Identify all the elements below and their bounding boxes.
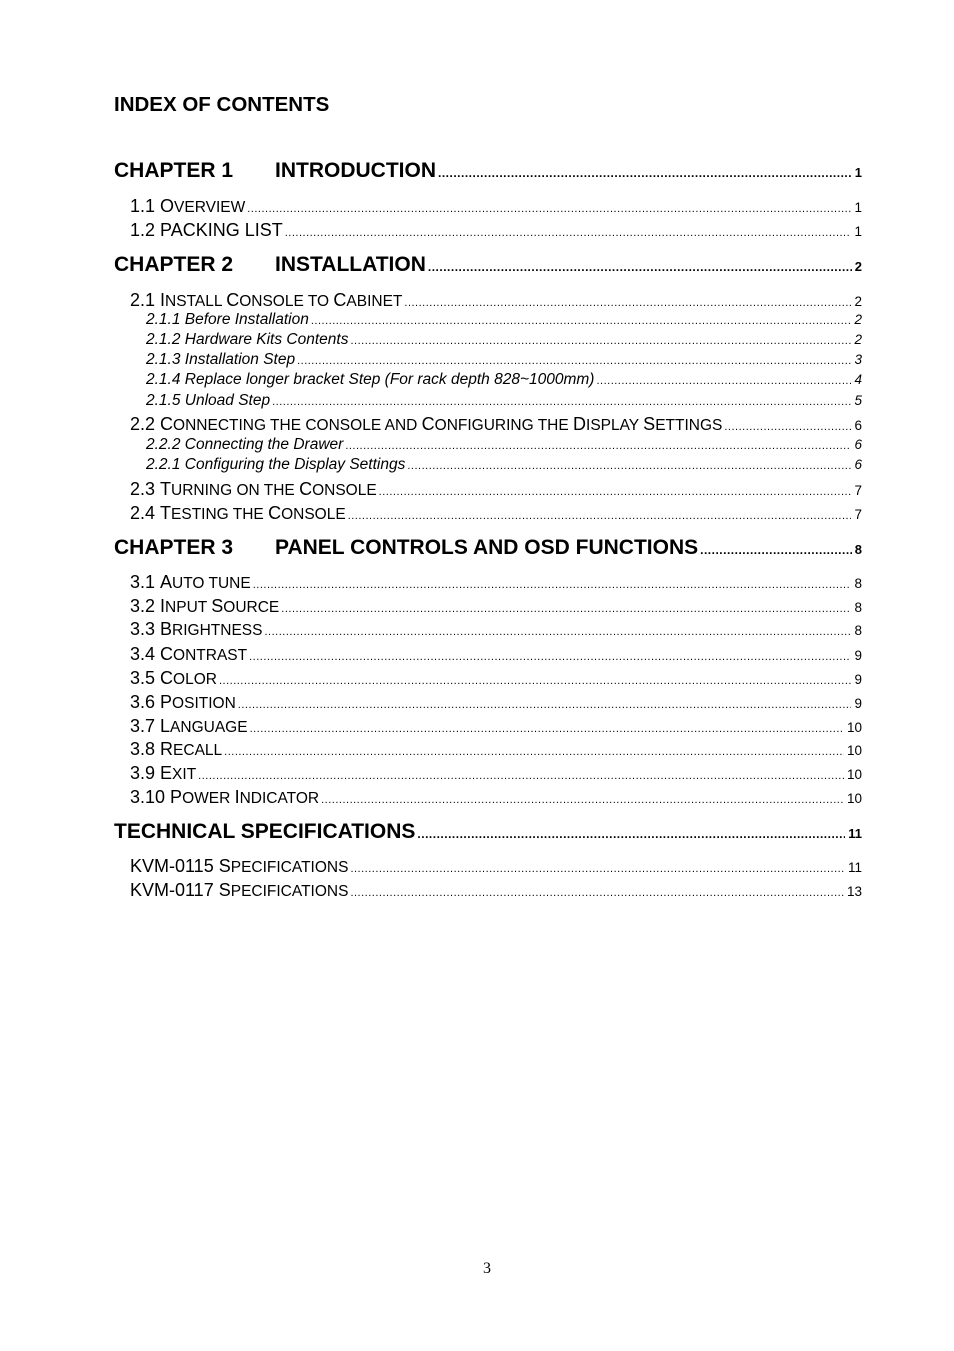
- toc-entry-number: 3.9: [130, 763, 161, 783]
- toc-entry-label: [130, 477, 377, 501]
- toc-title-initial: B: [160, 619, 173, 639]
- toc-entry-label: [146, 350, 295, 370]
- toc-entry[interactable]: [130, 570, 862, 594]
- page-number: 3: [483, 1260, 491, 1277]
- toc-entry-number: 2.1.2: [146, 331, 185, 348]
- toc-entry-number: 3.2: [130, 596, 161, 616]
- toc-leader-dots: [596, 371, 851, 390]
- toc-entry-title: PACKING LIST: [160, 220, 283, 240]
- toc-title-smallcaps: UTO TUNE: [172, 575, 251, 592]
- toc-entry-label: [114, 817, 415, 847]
- toc-title-initial: P: [160, 692, 173, 712]
- toc-entry-title: [160, 503, 346, 523]
- toc-entry-number: 2.2: [130, 414, 161, 434]
- toc-title-initial: C: [226, 290, 240, 310]
- toc-entry-label: [130, 878, 348, 902]
- toc-title-initial: I: [160, 596, 166, 616]
- toc-entry[interactable]: [146, 455, 862, 475]
- toc-entry-label: [130, 761, 196, 785]
- toc-entry[interactable]: [130, 785, 862, 809]
- toc-entry-number: 2.1.3: [146, 351, 185, 368]
- toc-entry-title: [160, 644, 247, 664]
- toc-title-initial: C: [268, 503, 282, 523]
- toc-leader-dots: [311, 311, 852, 330]
- toc-title-initial: S: [218, 856, 231, 876]
- toc-entry-label: [130, 690, 236, 714]
- toc-title-smallcaps: ANGUAGE: [170, 719, 248, 736]
- toc-entry-label: [130, 642, 247, 666]
- toc-entry[interactable]: [130, 617, 862, 641]
- toc-title-smallcaps: ESTING THE: [171, 506, 269, 523]
- toc-entry-label: [146, 330, 348, 350]
- toc-leader-dots: [250, 717, 844, 738]
- toc-entry-page: 13: [846, 884, 862, 899]
- toc-entry-page: 9: [854, 648, 862, 663]
- toc-entry-title: Unload Step: [184, 392, 271, 409]
- toc-entry-title: TECHNICAL SPECIFICATIONS: [114, 820, 416, 843]
- toc-entry[interactable]: [130, 666, 862, 690]
- toc-entry-page: 10: [846, 720, 862, 735]
- toc-entry[interactable]: [114, 533, 862, 563]
- toc-entry-page: 10: [846, 767, 862, 782]
- toc-entry-page: 6: [854, 457, 862, 472]
- toc-leader-dots: [281, 597, 851, 618]
- toc-leader-dots: [379, 480, 852, 501]
- toc-entry-number: KVM-0117: [130, 880, 219, 900]
- toc-title-initial: C: [160, 414, 174, 434]
- toc-entry[interactable]: [146, 350, 862, 370]
- toc-title-initial: A: [160, 572, 173, 592]
- toc-entry-title: [219, 880, 349, 900]
- toc-entry-title: INTRODUCTION: [275, 159, 436, 182]
- toc-title-smallcaps: XIT: [172, 766, 197, 783]
- toc-entry-page: 7: [854, 483, 862, 498]
- toc-title-smallcaps: OLOR: [173, 671, 217, 688]
- toc-title-smallcaps: ONNECTING THE CONSOLE AND: [173, 417, 422, 434]
- toc-leader-dots: [224, 740, 844, 761]
- toc-title-initial: D: [573, 414, 587, 434]
- toc-entry-number: 3.5: [130, 668, 161, 688]
- toc-entry[interactable]: [130, 714, 862, 738]
- toc-entry-page: 2: [854, 294, 862, 309]
- toc-entry-title: PANEL CONTROLS AND OSD FUNCTIONS: [275, 536, 699, 559]
- toc-title-initial: E: [160, 763, 173, 783]
- toc-entry-title: [160, 763, 196, 783]
- toc-entry-number: 2.3: [130, 479, 161, 499]
- toc-entry-number: CHAPTER 2: [114, 253, 234, 276]
- toc-entry-number: 3.3: [130, 619, 161, 639]
- toc-entry[interactable]: [114, 817, 862, 847]
- toc-leader-dots: [700, 535, 852, 563]
- toc-entry-label: [130, 218, 283, 242]
- toc-entry-title: [160, 668, 217, 688]
- toc-leader-dots: [345, 436, 851, 455]
- toc-title-smallcaps: OSITION: [172, 695, 236, 712]
- toc-title-smallcaps: ABINET: [346, 293, 403, 310]
- toc-leader-dots: [297, 351, 851, 370]
- toc-entry-label: [130, 194, 245, 218]
- toc-title-initial: C: [160, 644, 174, 664]
- toc-leader-dots: [321, 788, 844, 809]
- toc-leader-dots: [247, 197, 851, 218]
- toc-entry-title: [160, 196, 245, 216]
- toc-title-smallcaps: RIGHTNESS: [172, 622, 263, 639]
- toc-entry-title: Connecting the Drawer: [184, 436, 344, 453]
- toc-entry-number: 3.6: [130, 692, 161, 712]
- toc-entry-label: [130, 666, 217, 690]
- toc-entry-page: 1: [854, 200, 862, 215]
- toc-entry-page: 1: [854, 224, 862, 239]
- toc-entry-title: [160, 290, 402, 310]
- toc-title-initial: L: [160, 716, 171, 736]
- toc-leader-dots: [253, 573, 852, 594]
- toc-entry-page: 6: [854, 418, 862, 433]
- toc-leader-dots: [350, 857, 845, 878]
- toc-leader-dots: [238, 693, 852, 714]
- toc-entry-title: [160, 692, 236, 712]
- toc-leader-dots: [438, 158, 852, 186]
- toc-entry-label: [146, 391, 270, 411]
- toc-entry-title: Replace longer bracket Step (For rack depth 828~1000mm): [184, 371, 595, 388]
- toc-title-smallcaps: OURCE: [223, 599, 280, 616]
- toc-entry-label: [130, 785, 319, 809]
- toc-entry-title: [160, 596, 279, 616]
- toc-entry-label: [130, 594, 279, 618]
- toc-entry-page: 4: [854, 372, 862, 387]
- toc-entry-label: [130, 714, 248, 738]
- toc-entry-title: INSTALLATION: [275, 253, 426, 276]
- toc-title-initial: R: [160, 739, 174, 759]
- toc-entry[interactable]: [146, 310, 862, 330]
- toc-entry-page: 2: [854, 259, 862, 274]
- toc-entry-label: [130, 570, 251, 594]
- toc-title-initial: P: [170, 787, 183, 807]
- toc-entry-title: Configuring the Display Settings: [184, 456, 406, 473]
- toc-entry-number: 1.2: [130, 220, 161, 240]
- toc-entry-title: [160, 716, 248, 736]
- toc-title-initial: I: [160, 290, 166, 310]
- toc-entry-page: 8: [854, 576, 862, 591]
- toc-leader-dots: [407, 456, 851, 475]
- toc-leader-dots: [724, 415, 851, 436]
- toc-entry-label: [146, 370, 594, 390]
- toc-title-smallcaps: ONTRAST: [173, 647, 248, 664]
- toc-entry-label: [130, 412, 722, 436]
- toc-entry-number: 2.1.4: [146, 371, 185, 388]
- toc-entry-title: Hardware Kits Contents: [184, 331, 349, 348]
- toc-entry[interactable]: [130, 412, 862, 436]
- toc-leader-dots: [272, 392, 851, 411]
- toc-entry-label: [130, 854, 348, 878]
- toc-title-initial: C: [299, 479, 313, 499]
- toc-leader-dots: [264, 620, 851, 641]
- toc-title-smallcaps: ONSOLE: [312, 482, 377, 499]
- toc-entry[interactable]: [130, 878, 862, 902]
- toc-entry-number: 3.8: [130, 739, 161, 759]
- toc-entry-title: [170, 787, 319, 807]
- toc-title-initial: I: [234, 787, 240, 807]
- toc-entry-title: [219, 856, 349, 876]
- toc-entry-number: CHAPTER 1: [114, 159, 234, 182]
- toc-entry-label: [146, 310, 309, 330]
- toc-title-smallcaps: OWER: [182, 790, 235, 807]
- toc-entry[interactable]: [130, 218, 862, 242]
- toc-title-smallcaps: PECIFICATIONS: [230, 883, 349, 900]
- toc-entry-page: 3: [854, 352, 862, 367]
- toc-leader-dots: [219, 669, 852, 690]
- toc-entry-label: [146, 455, 405, 475]
- toc-title-smallcaps: NDICATOR: [239, 790, 320, 807]
- toc-entry-page: 5: [854, 393, 862, 408]
- toc-entry-number: CHAPTER 3: [114, 536, 234, 559]
- toc-leader-dots: [198, 764, 844, 785]
- toc-entry-page: 2: [854, 332, 862, 347]
- toc-title-smallcaps: ONSOLE: [281, 506, 346, 523]
- toc-entry[interactable]: [146, 391, 862, 411]
- toc-entry[interactable]: [130, 690, 862, 714]
- toc-leader-dots: [428, 252, 852, 280]
- toc-entry-page: 10: [846, 743, 862, 758]
- toc-entry[interactable]: [146, 435, 862, 455]
- toc-entry-page: 7: [854, 507, 862, 522]
- toc-leader-dots: [404, 291, 851, 312]
- toc-entry-title: Before Installation: [184, 311, 309, 328]
- toc-leader-dots: [249, 645, 851, 666]
- toc-entry-number: KVM-0115: [130, 856, 219, 876]
- toc-title-smallcaps: ETTINGS: [655, 417, 723, 434]
- toc-entry[interactable]: [130, 288, 862, 312]
- toc-entry-title: [160, 572, 251, 592]
- toc-entry-page: 1: [854, 165, 862, 180]
- toc-leader-dots: [350, 331, 851, 350]
- toc-entry-page: 10: [846, 791, 862, 806]
- toc-entry[interactable]: [130, 501, 862, 525]
- toc-title-smallcaps: ONFIGURING THE: [434, 417, 574, 434]
- toc-title-initial: C: [333, 290, 347, 310]
- toc-entry-number: 2.1.5: [146, 392, 185, 409]
- toc-title-initial: C: [421, 414, 435, 434]
- toc-entry[interactable]: [146, 370, 862, 390]
- toc-entry-page: 8: [854, 623, 862, 638]
- toc-title-initial: T: [160, 479, 172, 499]
- toc-entry-number: 2.1: [130, 290, 161, 310]
- toc-entry-number: 2.2.1: [146, 456, 185, 473]
- toc-entry-number: 3.7: [130, 716, 161, 736]
- toc-entry[interactable]: [114, 250, 862, 280]
- toc-leader-dots: [417, 819, 845, 847]
- toc-leader-dots: [285, 221, 852, 242]
- toc-entry-page: 11: [848, 826, 862, 841]
- toc-title-smallcaps: VERVIEW: [174, 199, 246, 216]
- toc-entry-label: [130, 617, 262, 641]
- toc-leader-dots: [350, 881, 844, 902]
- toc-title-smallcaps: ECALL: [173, 742, 223, 759]
- toc-entry-label: [146, 435, 343, 455]
- toc-entry-label: [114, 533, 698, 563]
- toc-entry[interactable]: [146, 330, 862, 350]
- toc-title-initial: O: [160, 196, 175, 216]
- toc-entry-label: [114, 250, 426, 280]
- toc-entry-title: [160, 414, 722, 434]
- toc-entry-label: [130, 288, 402, 312]
- toc-entry-number: 3.1: [130, 572, 161, 592]
- toc-entry-number: 2.2.2: [146, 436, 185, 453]
- index-title: INDEX OF CONTENTS: [114, 93, 330, 116]
- toc-title-smallcaps: URNING ON THE: [171, 482, 300, 499]
- toc-entry-label: [130, 737, 222, 761]
- toc-entry-title: [160, 739, 222, 759]
- toc-entry-page: 8: [854, 600, 862, 615]
- toc-entry[interactable]: [130, 477, 862, 501]
- toc-entry[interactable]: [130, 194, 862, 218]
- toc-entry[interactable]: [130, 594, 862, 618]
- toc-entry-page: 2: [854, 312, 862, 327]
- toc-title-smallcaps: ISPLAY: [586, 417, 644, 434]
- toc-entry[interactable]: [130, 761, 862, 785]
- toc-title-initial: T: [160, 503, 172, 523]
- toc-entry[interactable]: [130, 854, 862, 878]
- toc-entry-label: [130, 501, 346, 525]
- toc-entry-title: [160, 479, 377, 499]
- toc-title-smallcaps: ONSOLE TO: [239, 293, 334, 310]
- toc-entry-page: 11: [847, 860, 862, 875]
- toc-entry[interactable]: [130, 737, 862, 761]
- toc-entry-title: Installation Step: [184, 351, 296, 368]
- toc-leader-dots: [348, 504, 852, 525]
- toc-title-initial: S: [218, 880, 231, 900]
- toc-entry-number: 1.1: [130, 196, 161, 216]
- toc-title-initial: S: [643, 414, 656, 434]
- toc-entry[interactable]: [130, 642, 862, 666]
- toc-entry-page: 9: [854, 672, 862, 687]
- toc-title-smallcaps: NSTALL: [165, 293, 227, 310]
- toc-entry-page: 6: [854, 437, 862, 452]
- toc-entry-number: 2.4: [130, 503, 161, 523]
- toc-entry[interactable]: [114, 156, 862, 186]
- toc-entry-title: [160, 619, 262, 639]
- toc-title-smallcaps: PECIFICATIONS: [230, 859, 349, 876]
- toc-entry-page: 8: [854, 542, 862, 557]
- toc-entry-number: 3.10: [130, 787, 171, 807]
- toc-entry-label: [114, 156, 436, 186]
- toc-entry-number: 3.4: [130, 644, 161, 664]
- toc-title-smallcaps: NPUT: [165, 599, 212, 616]
- toc-entry-page: 9: [854, 696, 862, 711]
- toc-title-initial: S: [211, 596, 224, 616]
- toc-title-initial: C: [160, 668, 174, 688]
- toc-entry-number: 2.1.1: [146, 311, 185, 328]
